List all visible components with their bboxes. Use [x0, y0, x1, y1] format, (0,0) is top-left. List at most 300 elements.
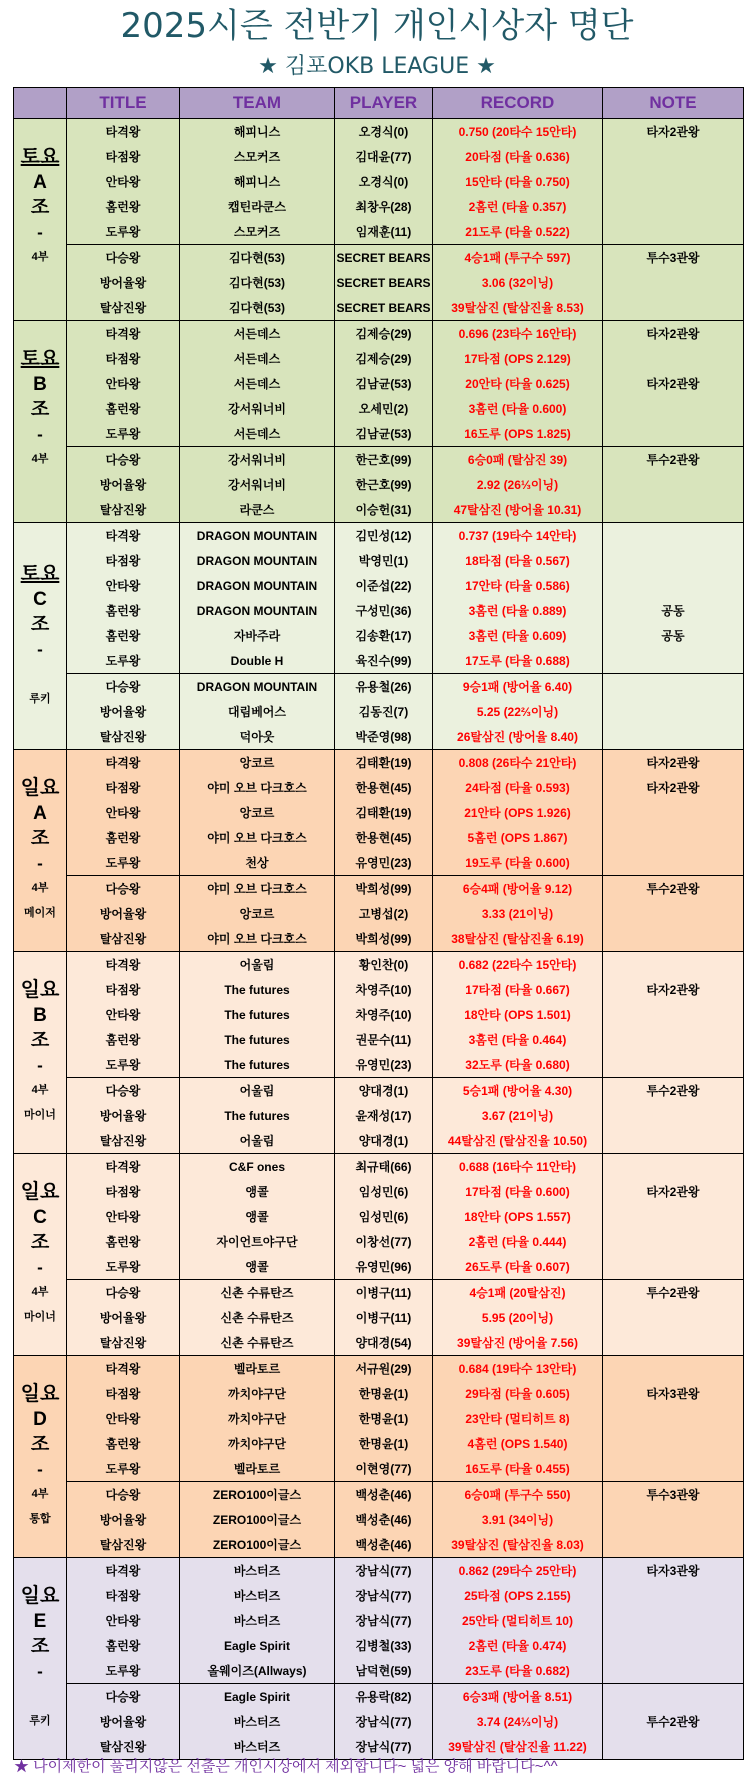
note-text	[603, 825, 744, 850]
record-value: 5.25 (22⅔이닝)	[433, 699, 603, 724]
record-value: 3.91 (34이닝)	[433, 1507, 603, 1532]
award-title: 탈삼진왕	[67, 497, 180, 523]
division-label	[14, 1684, 66, 1709]
award-title: 홈런왕	[67, 1027, 180, 1052]
table-row	[14, 1633, 744, 1658]
note-text	[603, 144, 744, 169]
col-header-note: NOTE	[603, 88, 744, 119]
record-value: 0.750 (20타수 15안타)	[433, 119, 603, 145]
player-name: 권문수(11)	[335, 1027, 433, 1052]
note-text	[603, 1608, 744, 1633]
team-name: 신촌 수류탄즈	[180, 1280, 335, 1306]
table-row	[14, 1381, 744, 1406]
record-value: 3홈런 (타율 0.889)	[433, 598, 603, 623]
league-level-label: 메이저	[24, 907, 56, 919]
table-row	[14, 1406, 744, 1431]
group-letter: A	[33, 172, 47, 193]
award-title: 타격왕	[67, 952, 180, 978]
player-name: 임성민(6)	[335, 1179, 433, 1204]
player-name: 한용현(45)	[335, 775, 433, 800]
note-text	[603, 699, 744, 724]
player-name: 장남식(77)	[335, 1608, 433, 1633]
table-row	[14, 724, 744, 750]
award-title: 타점왕	[67, 346, 180, 371]
league-level-label: 루키	[29, 692, 51, 705]
table-row	[14, 1254, 744, 1280]
player-name: 차영주(10)	[335, 1002, 433, 1027]
award-title: 다승왕	[67, 1280, 180, 1306]
record-value: 19도루 (타율 0.600)	[433, 850, 603, 876]
player-name: 한명윤(1)	[335, 1406, 433, 1431]
group-suffix: 조	[30, 1030, 50, 1051]
player-name: 김남균(53)	[335, 421, 433, 447]
team-name: 바스터즈	[180, 1558, 335, 1584]
note-text: 투수3관왕	[603, 245, 744, 271]
league-level-label	[14, 472, 66, 497]
note-text	[603, 1633, 744, 1658]
note-text	[603, 1734, 744, 1760]
player-name: 유영민(96)	[335, 1254, 433, 1280]
award-title: 안타왕	[67, 169, 180, 194]
note-text	[603, 295, 744, 321]
award-title: 홈런왕	[67, 1431, 180, 1456]
record-value: 0.862 (29타수 25안타)	[433, 1558, 603, 1584]
award-title: 방어율왕	[67, 472, 180, 497]
group-dash: -	[37, 1258, 43, 1277]
table-row	[14, 598, 744, 623]
group-suffix: 조	[30, 399, 50, 420]
table-row	[14, 371, 744, 396]
player-name: 임성민(6)	[335, 1204, 433, 1229]
player-name: 최규태(66)	[335, 1154, 433, 1180]
player-name: 장남식(77)	[335, 1709, 433, 1734]
group-label	[14, 952, 67, 1154]
record-value: 18타점 (타율 0.567)	[433, 548, 603, 573]
note-text	[603, 1406, 744, 1431]
table-row	[14, 548, 744, 573]
award-title: 홈런왕	[67, 1229, 180, 1254]
award-title: 도루왕	[67, 219, 180, 245]
record-value: 4홈런 (OPS 1.540)	[433, 1431, 603, 1456]
player-name: 김동진(7)	[335, 699, 433, 724]
record-value: 39탈삼진 (방어율 7.56)	[433, 1330, 603, 1356]
note-text	[603, 421, 744, 447]
note-text	[603, 1456, 744, 1482]
note-text	[603, 1254, 744, 1280]
team-name: DRAGON MOUNTAIN	[180, 573, 335, 598]
table-row	[14, 447, 744, 473]
team-name: 스모커즈	[180, 144, 335, 169]
table-row	[14, 421, 744, 447]
player-name: 박영민(1)	[335, 548, 433, 573]
table-row	[14, 194, 744, 219]
table-row	[14, 1734, 744, 1760]
note-text	[603, 724, 744, 750]
note-text	[603, 1154, 744, 1180]
team-name: 서든데스	[180, 421, 335, 447]
team-name: ZERO100이글스	[180, 1532, 335, 1558]
player-name: 육진수(99)	[335, 648, 433, 674]
team-name: 앙코르	[180, 800, 335, 825]
award-title: 안타왕	[67, 1204, 180, 1229]
team-name: 덕아웃	[180, 724, 335, 750]
player-name: 양대경(54)	[335, 1330, 433, 1356]
award-title: 탈삼진왕	[67, 1330, 180, 1356]
record-value: 2홈런 (타율 0.474)	[433, 1633, 603, 1658]
table-row	[14, 1507, 744, 1532]
league-level-label	[14, 270, 66, 295]
award-title: 홈런왕	[67, 825, 180, 850]
player-name: 김제승(29)	[335, 321, 433, 347]
team-name: 야미 오브 다크호스	[180, 775, 335, 800]
note-text	[603, 1431, 744, 1456]
table-row	[14, 497, 744, 523]
table-row	[14, 472, 744, 497]
player-name: 유용철(26)	[335, 674, 433, 700]
table-row	[14, 1558, 744, 1584]
note-text: 타자2관왕	[603, 321, 744, 347]
record-value: 3홈런 (타율 0.464)	[433, 1027, 603, 1052]
award-title: 홈런왕	[67, 396, 180, 421]
group-suffix: 조	[30, 613, 50, 635]
record-value: 38탈삼진 (탈삼진율 6.19)	[433, 926, 603, 952]
record-value: 3.33 (21이닝)	[433, 901, 603, 926]
group-dash: -	[37, 854, 43, 873]
award-title: 탈삼진왕	[67, 926, 180, 952]
group-dash: -	[37, 1460, 43, 1479]
team-name: 강서워너비	[180, 447, 335, 473]
note-text: 타자2관왕	[603, 119, 744, 145]
record-value: 4승1패 (투구수 597)	[433, 245, 603, 271]
note-text	[603, 219, 744, 245]
record-value: 9승1패 (방어율 6.40)	[433, 674, 603, 700]
award-title: 방어율왕	[67, 1305, 180, 1330]
player-name: 이현영(77)	[335, 1456, 433, 1482]
awards-table-body	[14, 119, 744, 1760]
record-value: 3.74 (24⅓이닝)	[433, 1709, 603, 1734]
record-value: 17타점 (타율 0.667)	[433, 977, 603, 1002]
table-row	[14, 1684, 744, 1710]
award-title: 타점왕	[67, 977, 180, 1002]
note-text	[603, 573, 744, 598]
table-row	[14, 1103, 744, 1128]
note-text: 타자2관왕	[603, 775, 744, 800]
table-row	[14, 1078, 744, 1104]
group-letter: E	[33, 1611, 47, 1632]
table-row	[14, 1179, 744, 1204]
award-title: 안타왕	[67, 1406, 180, 1431]
table-row	[14, 1305, 744, 1330]
table-row	[14, 321, 744, 347]
player-name: 박준영(98)	[335, 724, 433, 750]
table-row	[14, 1431, 744, 1456]
record-value: 6승0패 (투구수 550)	[433, 1482, 603, 1508]
note-text: 공동	[603, 598, 744, 623]
team-name: The futures	[180, 977, 335, 1002]
record-value: 16도루 (타율 0.455)	[433, 1456, 603, 1482]
award-title: 타점왕	[67, 1179, 180, 1204]
note-text	[603, 1356, 744, 1382]
team-name: The futures	[180, 1103, 335, 1128]
note-text	[603, 1204, 744, 1229]
team-name: 야미 오브 다크호스	[180, 876, 335, 902]
award-title: 방어율왕	[67, 1507, 180, 1532]
table-row	[14, 1002, 744, 1027]
table-row	[14, 952, 744, 978]
group-suffix: 조	[30, 1232, 50, 1253]
award-title: 타점왕	[67, 1381, 180, 1406]
note-text	[603, 674, 744, 700]
table-row	[14, 850, 744, 876]
player-name: 오경식(0)	[335, 119, 433, 145]
note-text	[603, 1305, 744, 1330]
team-name: 앵콜	[180, 1254, 335, 1280]
player-name: 이승헌(31)	[335, 497, 433, 523]
player-name: 장남식(77)	[335, 1558, 433, 1584]
award-title: 안타왕	[67, 1608, 180, 1633]
team-name: C&F ones	[180, 1154, 335, 1180]
group-label	[14, 1154, 67, 1356]
player-name: 한명윤(1)	[335, 1381, 433, 1406]
note-text: 투수2관왕	[603, 876, 744, 902]
award-title: 도루왕	[67, 648, 180, 674]
award-title: 방어율왕	[67, 270, 180, 295]
note-text	[603, 901, 744, 926]
award-title: 방어율왕	[67, 1103, 180, 1128]
table-row	[14, 1456, 744, 1482]
division-label: 4부	[31, 1488, 49, 1500]
note-text	[603, 1658, 744, 1684]
group-label	[14, 750, 67, 952]
team-name: 신촌 수류탄즈	[180, 1330, 335, 1356]
record-value: 3.06 (32이닝)	[433, 270, 603, 295]
player-name: 김송환(17)	[335, 623, 433, 648]
team-name: Double H	[180, 648, 335, 674]
group-label	[14, 1558, 67, 1760]
team-name: 해피니스	[180, 169, 335, 194]
note-text: 투수3관왕	[603, 1482, 744, 1508]
group-letter: C	[33, 1207, 47, 1228]
team-name: 바스터즈	[180, 1583, 335, 1608]
record-value: 2홈런 (타율 0.357)	[433, 194, 603, 219]
team-name: Eagle Spirit	[180, 1633, 335, 1658]
record-value: 21안타 (OPS 1.926)	[433, 800, 603, 825]
award-title: 안타왕	[67, 1002, 180, 1027]
table-row	[14, 674, 744, 700]
table-row	[14, 1154, 744, 1180]
record-value: 2.92 (26⅓이닝)	[433, 472, 603, 497]
group-dash: -	[37, 223, 43, 242]
record-value: 26탈삼진 (방어율 8.40)	[433, 724, 603, 750]
player-name: 유영민(23)	[335, 1052, 433, 1078]
team-name: 바스터즈	[180, 1709, 335, 1734]
player-name: 김병철(33)	[335, 1633, 433, 1658]
group-dash: -	[37, 1056, 43, 1075]
award-title: 도루왕	[67, 421, 180, 447]
note-text: 타자2관왕	[603, 977, 744, 1002]
table-row	[14, 144, 744, 169]
team-name: 천상	[180, 850, 335, 876]
note-text: 타자2관왕	[603, 750, 744, 776]
table-row	[14, 699, 744, 724]
award-title: 탈삼진왕	[67, 1532, 180, 1558]
player-name: SECRET BEARS	[335, 245, 433, 271]
award-title: 다승왕	[67, 447, 180, 473]
player-name: 구성민(36)	[335, 598, 433, 623]
award-title: 방어율왕	[67, 901, 180, 926]
player-name: SECRET BEARS	[335, 295, 433, 321]
team-name: 스모커즈	[180, 219, 335, 245]
group-letter: D	[33, 1409, 47, 1430]
note-text: 투수2관왕	[603, 1709, 744, 1734]
record-value: 3홈런 (타율 0.609)	[433, 623, 603, 648]
team-name: 벨라토르	[180, 1456, 335, 1482]
table-row	[14, 800, 744, 825]
table-row	[14, 270, 744, 295]
player-name: 윤재성(17)	[335, 1103, 433, 1128]
record-value: 47탈삼진 (방어율 10.31)	[433, 497, 603, 523]
record-value: 0.682 (22타수 15안타)	[433, 952, 603, 978]
player-name: 장남식(77)	[335, 1734, 433, 1760]
player-name: 남덕현(59)	[335, 1658, 433, 1684]
award-title: 홈런왕	[67, 194, 180, 219]
table-row	[14, 623, 744, 648]
player-name: SECRET BEARS	[335, 270, 433, 295]
award-title: 타점왕	[67, 1583, 180, 1608]
team-name: 강서워너비	[180, 472, 335, 497]
player-name: 이준섭(22)	[335, 573, 433, 598]
note-text: 공동	[603, 623, 744, 648]
group-dash: -	[37, 639, 43, 659]
award-title: 탈삼진왕	[67, 724, 180, 750]
team-name: 해피니스	[180, 119, 335, 145]
award-title: 타격왕	[67, 750, 180, 776]
award-title: 도루왕	[67, 1052, 180, 1078]
player-name: 박희성(99)	[335, 926, 433, 952]
team-name: 김다현(53)	[180, 245, 335, 271]
col-header-title: TITLE	[67, 88, 180, 119]
team-name: 서든데스	[180, 321, 335, 347]
table-row	[14, 876, 744, 902]
player-name: 오세민(2)	[335, 396, 433, 421]
award-title: 탈삼진왕	[67, 295, 180, 321]
team-name: ZERO100이글스	[180, 1507, 335, 1532]
award-title: 다승왕	[67, 1482, 180, 1508]
team-name: DRAGON MOUNTAIN	[180, 598, 335, 623]
award-title: 다승왕	[67, 1684, 180, 1710]
table-row	[14, 1583, 744, 1608]
record-value: 5홈런 (OPS 1.867)	[433, 825, 603, 850]
player-name: 임재훈(11)	[335, 219, 433, 245]
record-value: 5.95 (20이닝)	[433, 1305, 603, 1330]
note-text	[603, 270, 744, 295]
group-label	[14, 119, 67, 321]
award-title: 다승왕	[67, 674, 180, 700]
day-label: 토요	[20, 562, 60, 585]
team-name: 라쿤스	[180, 497, 335, 523]
note-text	[603, 800, 744, 825]
team-name: 앵콜	[180, 1179, 335, 1204]
team-name: 앙코르	[180, 901, 335, 926]
table-row	[14, 169, 744, 194]
division-label: 4부	[31, 882, 49, 894]
group-letter: C	[33, 588, 47, 610]
record-value: 25안타 (멀티히트 10)	[433, 1608, 603, 1633]
league-level-label: 루키	[29, 1715, 51, 1727]
col-header-group	[14, 88, 67, 119]
note-text: 타자3관왕	[603, 1558, 744, 1584]
award-title: 타격왕	[67, 321, 180, 347]
division-label: 4부	[31, 251, 49, 263]
record-value: 2홈런 (타율 0.444)	[433, 1229, 603, 1254]
record-value: 26도루 (타율 0.607)	[433, 1254, 603, 1280]
team-name: 앵콜	[180, 1204, 335, 1229]
group-suffix: 조	[30, 1434, 50, 1455]
award-title: 타격왕	[67, 1558, 180, 1584]
record-value: 44탈삼진 (탈삼진율 10.50)	[433, 1128, 603, 1154]
record-value: 6승4패 (방어율 9.12)	[433, 876, 603, 902]
player-name: 장남식(77)	[335, 1583, 433, 1608]
award-title: 홈런왕	[67, 623, 180, 648]
table-row	[14, 1229, 744, 1254]
award-title: 탈삼진왕	[67, 1128, 180, 1154]
note-text	[603, 1583, 744, 1608]
team-name: Eagle Spirit	[180, 1684, 335, 1710]
table-row	[14, 1330, 744, 1356]
record-value: 16도루 (OPS 1.825)	[433, 421, 603, 447]
award-title: 타점왕	[67, 144, 180, 169]
record-value: 4승1패 (20탈삼진)	[433, 1280, 603, 1306]
team-name: 앙코르	[180, 750, 335, 776]
player-name: 양대경(1)	[335, 1128, 433, 1154]
table-row	[14, 1204, 744, 1229]
page-title: 2025시즌 전반기 개인시상자 명단	[120, 6, 634, 46]
record-value: 3.67 (21이닝)	[433, 1103, 603, 1128]
table-row	[14, 1608, 744, 1633]
table-row	[14, 573, 744, 598]
team-name: 까치야구단	[180, 1431, 335, 1456]
day-label: 일요	[20, 979, 60, 1001]
group-label	[14, 321, 67, 523]
note-text	[603, 497, 744, 523]
division-label: 4부	[31, 1084, 49, 1096]
team-name: 어울림	[180, 1078, 335, 1104]
table-row	[14, 901, 744, 926]
record-value: 21도루 (타율 0.522)	[433, 219, 603, 245]
table-row	[14, 648, 744, 674]
note-text	[603, 1330, 744, 1356]
award-title: 도루왕	[67, 850, 180, 876]
player-name: 박희성(99)	[335, 876, 433, 902]
division-label: 4부	[31, 453, 49, 465]
award-title: 안타왕	[67, 573, 180, 598]
group-letter: A	[33, 803, 47, 824]
record-value: 0.688 (16타수 11안타)	[433, 1154, 603, 1180]
player-name: 이병구(11)	[335, 1280, 433, 1306]
team-name: 김다현(53)	[180, 295, 335, 321]
record-value: 0.737 (19타수 14안타)	[433, 523, 603, 549]
footer-note: ★ 나이제한이 풀리지않은 선출은 개인시상에서 제외합니다~ 넓은 양해 바랍니다~^^	[14, 1758, 558, 1775]
note-text	[603, 346, 744, 371]
day-label: 일요	[20, 1585, 60, 1607]
record-value: 39탈삼진 (탈삼진율 11.22)	[433, 1734, 603, 1760]
team-name: 바스터즈	[180, 1734, 335, 1760]
group-letter: B	[33, 1005, 47, 1026]
day-label: 토요	[20, 348, 60, 370]
record-value: 23안타 (멀티히트 8)	[433, 1406, 603, 1431]
team-name: ZERO100이글스	[180, 1482, 335, 1508]
group-label	[14, 1356, 67, 1558]
